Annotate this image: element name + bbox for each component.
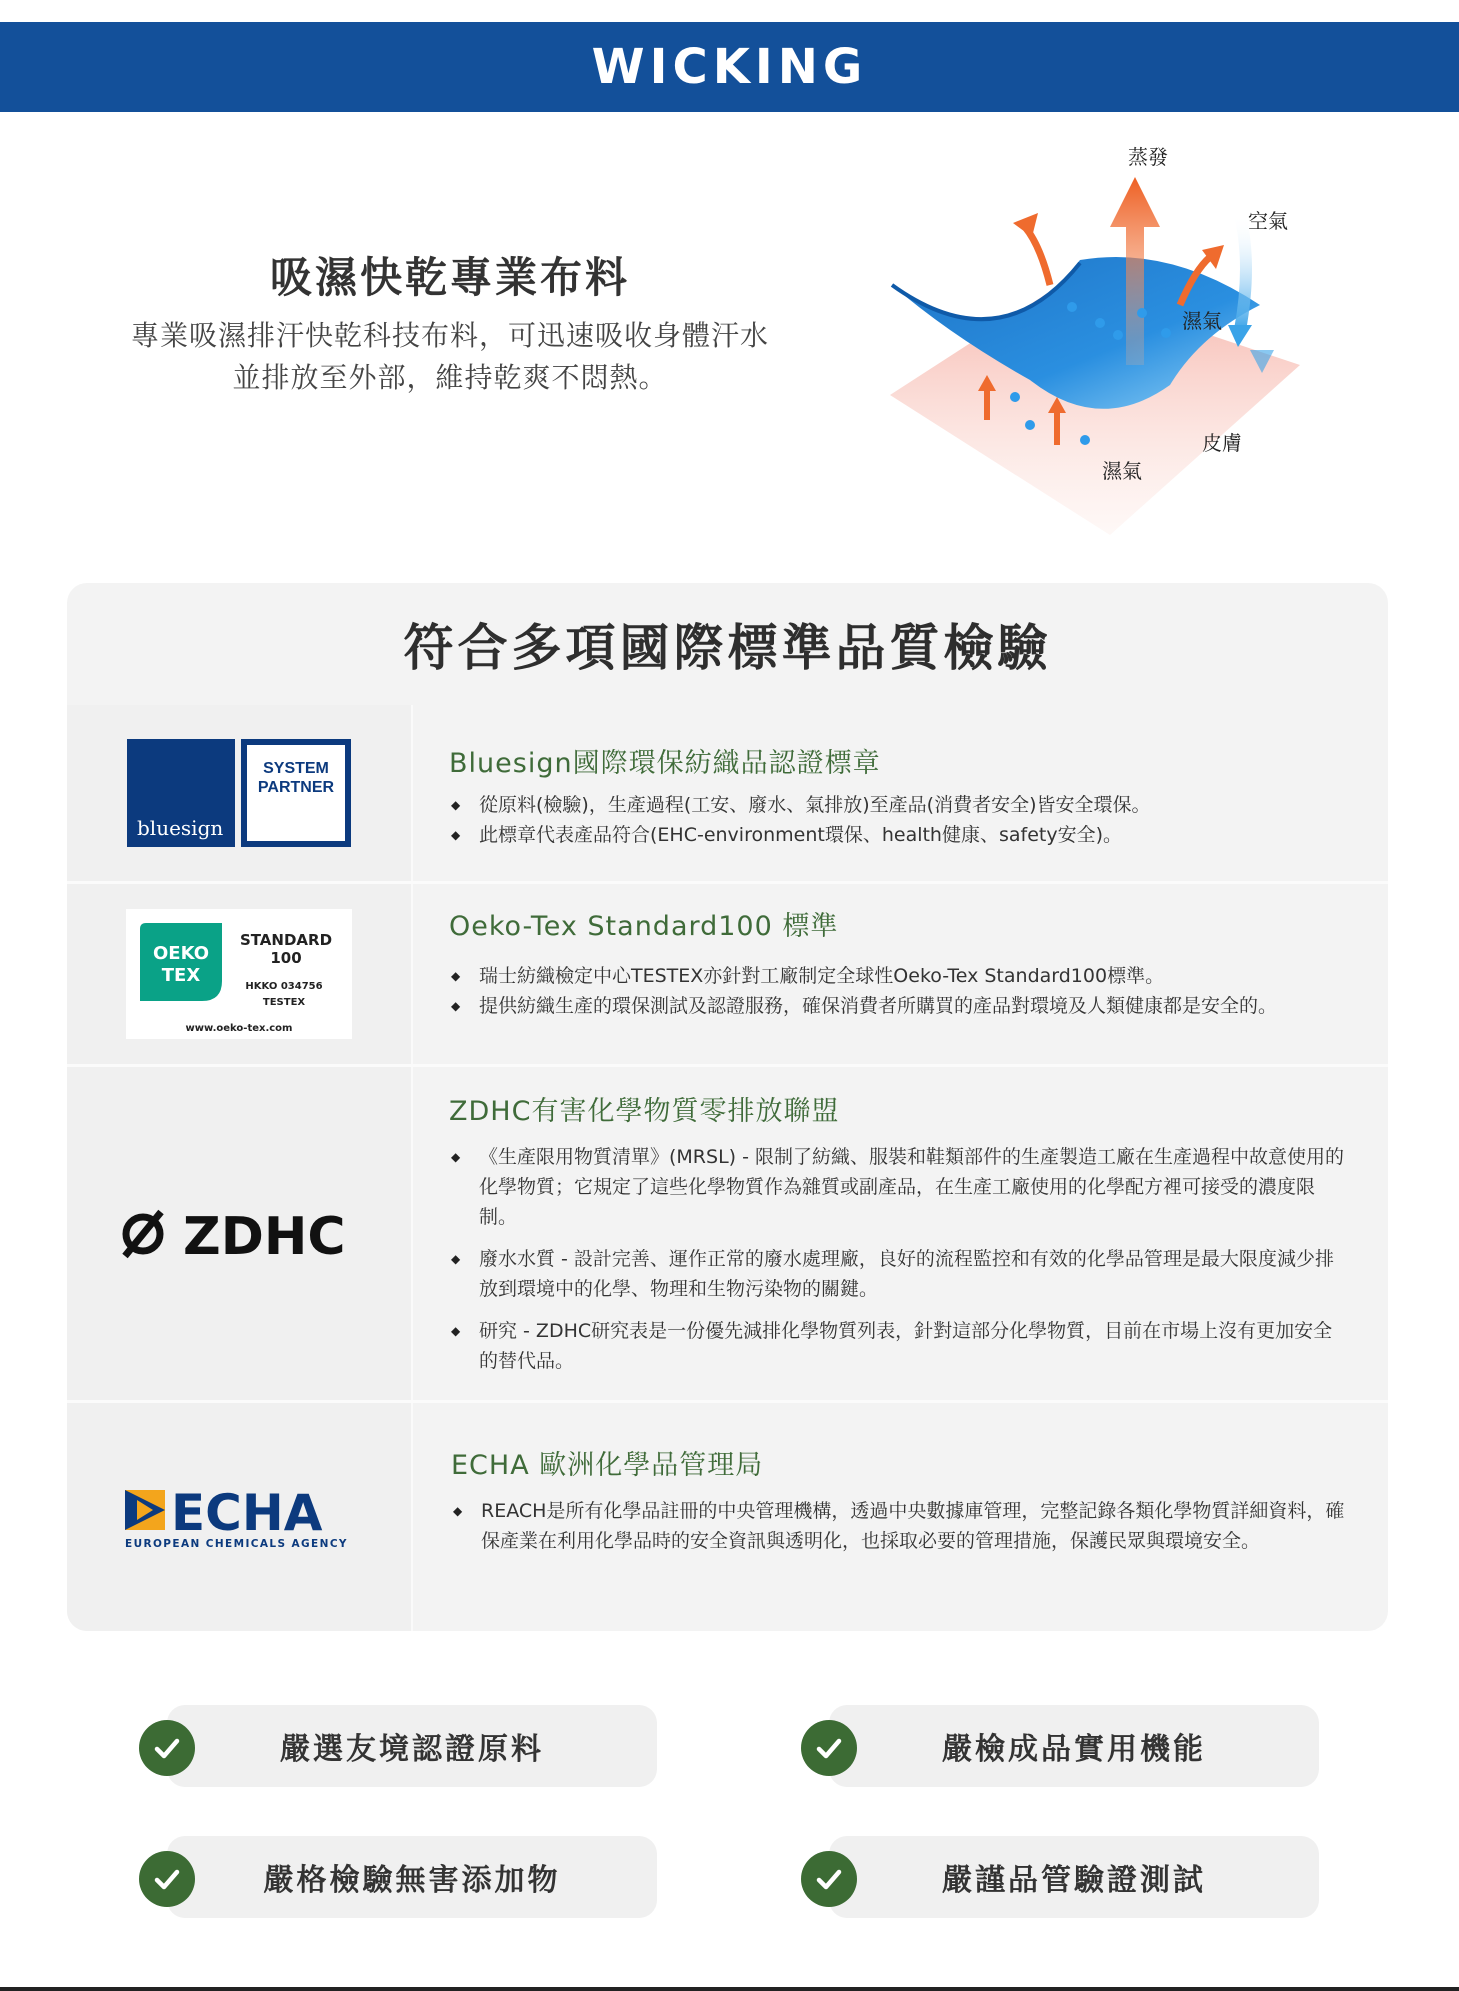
check-item-3 (139, 1836, 679, 1920)
check-label-2: 嚴檢成品實用機能 (829, 1705, 1319, 1787)
standard-row-bluesign (67, 705, 1388, 881)
zdhc-bullets (449, 1142, 1348, 1376)
echa-bullets (451, 1496, 1348, 1556)
bullet: ◆ 從原料(檢驗)，生產過程(工安、廢水、氣排放)至產品(消費者安全)皆安全環保。 (449, 790, 1348, 820)
oeko-100: 100 (270, 949, 302, 967)
oekotex-bullets (449, 961, 1348, 1021)
echa-subtext: EUROPEAN CHEMICALS AGENCY (125, 1538, 348, 1550)
check-label-4: 嚴謹品管驗證測試 (829, 1836, 1319, 1918)
check-item-2 (801, 1705, 1341, 1789)
oeko-standard: STANDARD (239, 931, 333, 949)
bluesign-wordmark: bluesign (137, 816, 224, 840)
check-icon (139, 1851, 195, 1907)
row-title-bluesign: Bluesign國際環保紡織品認證標章 (449, 748, 881, 779)
standards-panel (67, 583, 1388, 1631)
oeko-url: www.oeko-tex.com (185, 1023, 293, 1034)
label-evaporate: 蒸發 (1128, 145, 1168, 169)
standard-row-echa (67, 1403, 1388, 1631)
standard-row-zdhc (67, 1067, 1388, 1400)
label-skin: 皮膚 (1202, 431, 1242, 455)
bluesign-partner: PARTNER (257, 779, 335, 796)
intro-title: 吸濕快乾專業布料 (269, 253, 630, 302)
row-title-zdhc: ZDHC有害化學物質零排放聯盟 (449, 1096, 840, 1127)
label-moisture-top: 濕氣 (1182, 309, 1222, 333)
zdhc-text: ZDHC (183, 1206, 346, 1264)
check-item-4 (801, 1836, 1341, 1920)
bluesign-logo (67, 705, 411, 881)
check-icon (801, 1720, 857, 1776)
intro-body (60, 315, 840, 399)
wicking-illustration (880, 135, 1340, 555)
check-item-1 (139, 1705, 679, 1789)
panel-title: 符合多項國際標準品質檢驗 (403, 619, 1052, 677)
echa-text: ECHA (171, 1484, 323, 1542)
oeko-code: HKKO 034756 (245, 981, 323, 992)
check-label-1: 嚴選友境認證原料 (167, 1705, 657, 1787)
label-air: 空氣 (1248, 209, 1288, 233)
intro-line-2: 並排放至外部，維持乾爽不悶熱。 (232, 361, 668, 394)
check-icon (801, 1851, 857, 1907)
row-title-oekotex: Oeko-Tex Standard100 標準 (449, 911, 839, 942)
bullet: ◆ 研究 - ZDHC研究表是一份優先減排化學物質列表，針對這部分化學物質，目前在市場上沒有更加安全的替代品。 (449, 1316, 1348, 1376)
banner-title: WICKING (591, 39, 868, 95)
bluesign-bullets (449, 790, 1348, 850)
standard-row-oekotex (67, 884, 1388, 1064)
oeko-text: OEKO (152, 943, 210, 964)
bullet: ◆ 此標章代表產品符合(EHC-environment環保、health健康、safety安全)。 (449, 820, 1348, 850)
check-label-3: 嚴格檢驗無害添加物 (167, 1836, 657, 1918)
intro-line-1: 專業吸濕排汗快乾科技布料，可迅速吸收身體汗水 (130, 319, 769, 352)
bullet: ◆ 廢水水質 - 設計完善、運作正常的廢水處理廠，良好的流程監控和有效的化學品管理是最大限度減少排放到環境中的化學、物理和生物污染物的關鍵。 (449, 1244, 1348, 1304)
bullet: ◆ REACH是所有化學品註冊的中央管理機構，透過中央數據庫管理，完整記錄各類化學物質詳細資料，確保產業在利用化學品時的安全資訊與透明化，也採取必要的管理措施，保護民眾與環境安全。 (451, 1496, 1348, 1556)
oeko-testex: TESTEX (262, 997, 306, 1008)
bullet: ◆ 提供紡織生產的環保測試及認證服務，確保消費者所購買的產品對環境及人類健康都是安全的。 (449, 991, 1348, 1021)
bullet: ◆ 《生產限用物質清單》(MRSL) - 限制了紡織、服裝和鞋類部件的生產製造工廠在生產過程中故意使用的化學物質；它規定了這些化學物質作為雜質或副產品，在生產工廠使用的化學配方裡可接受的濃度限制。 (449, 1142, 1348, 1232)
label-moisture-bottom: 濕氣 (1102, 459, 1142, 483)
bottom-divider (0, 1987, 1459, 1991)
tex-text: TEX (161, 965, 201, 986)
bluesign-system: SYSTEM (263, 760, 329, 777)
echa-logo (67, 1403, 411, 1631)
zdhc-logo (67, 1067, 411, 1400)
check-icon (139, 1720, 195, 1776)
row-title-echa: ECHA 歐洲化學品管理局 (451, 1450, 764, 1481)
header-banner (0, 22, 1459, 112)
wicking-diagram (880, 135, 1340, 555)
oekotex-logo (67, 884, 411, 1064)
bullet: ◆ 瑞士紡織檢定中心TESTEX亦針對工廠制定全球性Oeko-Tex Standard100標準。 (449, 961, 1348, 991)
